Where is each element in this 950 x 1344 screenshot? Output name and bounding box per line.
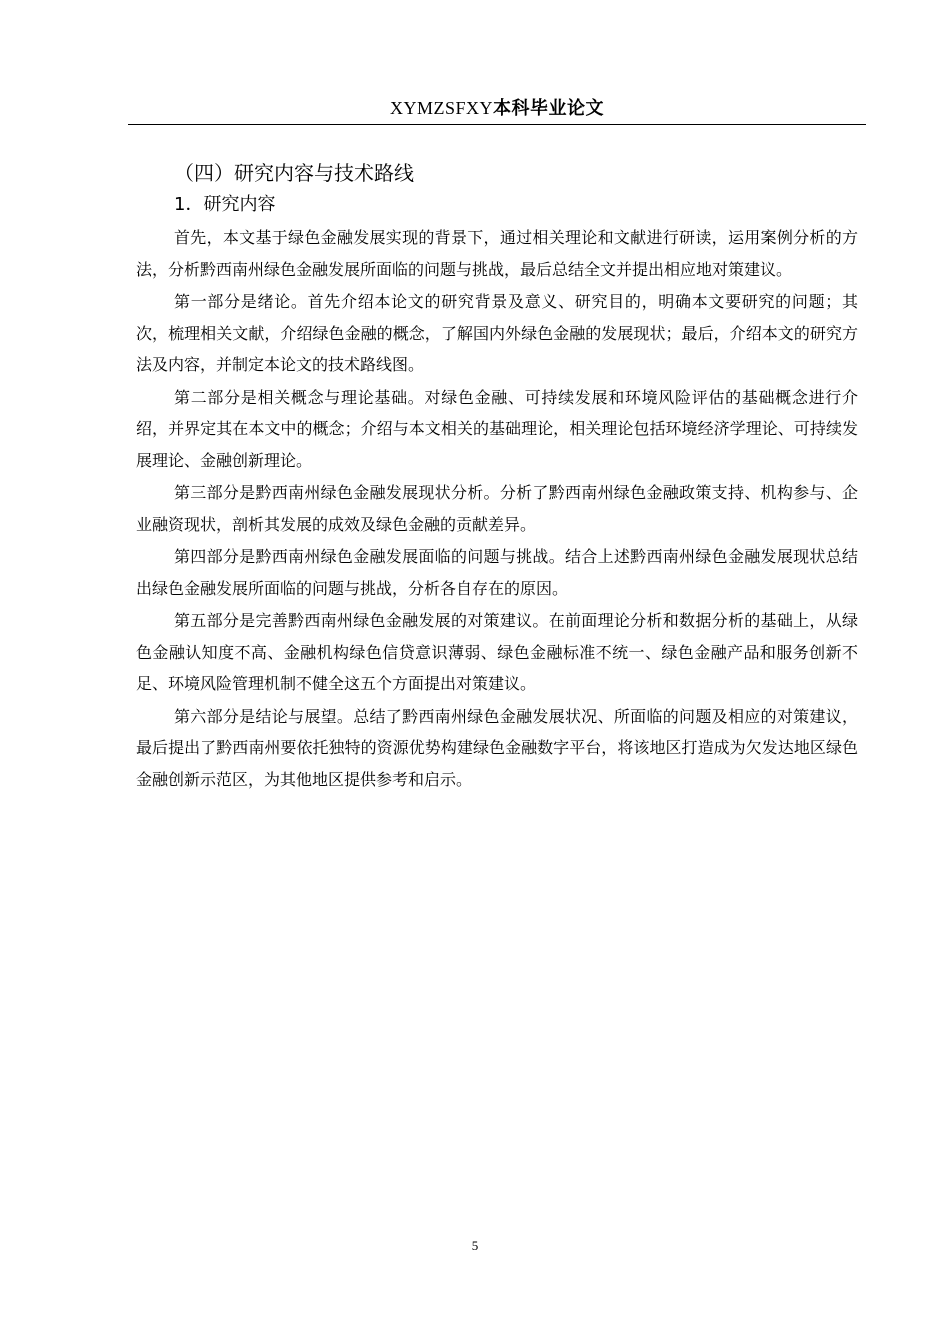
- header-title: [390, 98, 604, 119]
- section-heading: （四）研究内容与技术路线: [174, 161, 414, 185]
- page-number: 5: [471, 1238, 479, 1253]
- paragraph-part-6: 第六部分是结论与展望。总结了黔西南州绿色金融发展状况、所面临的问题及相应的对策建议，最后提出了黔西南州要依托独特的资源优势构建绿色金融数字平台，将该地区打造成为欠发达地区绿色金融创新示范区，为其他地区提供参考和启示。: [136, 706, 858, 789]
- page-body: [136, 156, 858, 796]
- paragraph-intro: 首先，本文基于绿色金融发展实现的背景下，通过相关理论和文献进行研读，运用案例分析的方法，分析黔西南州绿色金融发展所面临的问题与挑战，最后总结全文并提出相应地对策建议。: [136, 228, 858, 279]
- paragraph-part-1: 第一部分是绪论。首先介绍本论文的研究背景及意义、研究目的，明确本文要研究的问题；其次，梳理相关文献，介绍绿色金融的概念，了解国内外绿色金融的发展现状；最后，介绍本文的研究方法及内容，并制定本论文的技术路线图。: [136, 292, 858, 374]
- sub-heading: 1．研究内容: [174, 194, 276, 215]
- paragraph-part-3: 第三部分是黔西南州绿色金融发展现状分析。分析了黔西南州绿色金融政策支持、机构参与、企业融资现状，剖析其发展的成效及绿色金融的贡献差异。: [136, 483, 858, 534]
- header-thesis-label: 本科毕业论文: [493, 98, 605, 119]
- page-header: [128, 92, 866, 125]
- paragraph-part-5: 第五部分是完善黔西南州绿色金融发展的对策建议。在前面理论分析和数据分析的基础上，从绿色金融认知度不高、金融机构绿色信贷意识薄弱、绿色金融标准不统一、绿色金融产品和服务创新不足、环境风险管理机制不健全这五个方面提出对策建议。: [136, 611, 858, 693]
- paragraph-part-2: 第二部分是相关概念与理论基础。对绿色金融、可持续发展和环境风险评估的基础概念进行介绍，并界定其在本文中的概念；介绍与本文相关的基础理论，相关理论包括环境经济学理论、可持续发展理论、金融创新理论。: [136, 387, 858, 470]
- header-school-code: XYMZSFXY: [389, 98, 494, 118]
- paragraph-part-4: 第四部分是黔西南州绿色金融发展面临的问题与挑战。结合上述黔西南州绿色金融发展现状总结出绿色金融发展所面临的问题与挑战，分析各自存在的原因。: [136, 547, 858, 598]
